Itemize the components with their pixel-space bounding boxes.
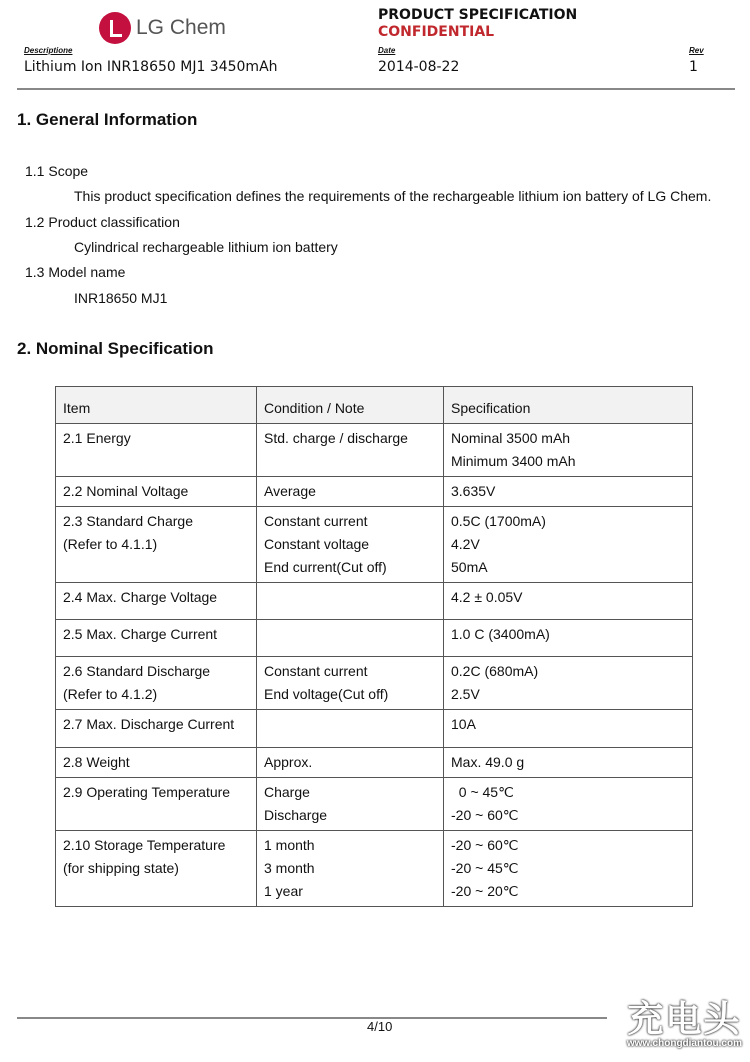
cell-spec <box>444 620 693 657</box>
cell-cond <box>257 778 444 831</box>
cell-line: Charge <box>264 784 310 800</box>
cell-line: 2.1 Energy <box>63 430 131 446</box>
cell-spec <box>444 710 693 748</box>
cell-line: Nominal 3500 mAh <box>451 430 571 446</box>
cell-line: (Refer to 4.1.2) <box>63 686 158 702</box>
watermark <box>627 1000 742 1049</box>
column-header: Specification <box>444 387 693 424</box>
cell-line: 2.3 Standard Charge <box>63 513 193 529</box>
cell-item <box>56 507 257 583</box>
classification-heading: 1.2 Product classification <box>25 214 180 230</box>
cell-line: -20 ~ 20℃ <box>451 883 519 899</box>
cell-cond <box>257 831 444 907</box>
cell-line: 0.5C (1700mA) <box>451 513 546 529</box>
cell-spec <box>444 778 693 831</box>
cell-item <box>56 477 257 507</box>
rev-label: Rev <box>689 46 704 55</box>
cell-line: 4.2 ± 0.05V <box>451 589 523 605</box>
header-divider <box>17 88 735 90</box>
cell-spec <box>444 507 693 583</box>
cell-cond <box>257 710 444 748</box>
cell-line: -20 ~ 60℃ <box>451 837 519 853</box>
column-header: Item <box>56 387 257 424</box>
table-row <box>56 778 693 831</box>
cell-cond <box>257 424 444 477</box>
doc-type: PRODUCT SPECIFICATION <box>378 7 578 23</box>
cell-spec <box>444 477 693 507</box>
table-row <box>56 831 693 907</box>
cell-line: Discharge <box>264 807 328 823</box>
cell-cond <box>257 620 444 657</box>
cell-line: Std. charge / discharge <box>264 430 408 446</box>
spec-table <box>55 386 693 907</box>
cell-item <box>56 831 257 907</box>
cell-line: 2.4 Max. Charge Voltage <box>63 589 218 605</box>
cell-line: -20 ~ 60℃ <box>451 807 519 823</box>
cell-cond <box>257 657 444 710</box>
cell-line: Minimum 3400 mAh <box>451 453 576 469</box>
cell-spec <box>444 583 693 620</box>
cell-line: 2.10 Storage Temperature <box>63 837 226 853</box>
column-header: Condition / Note <box>257 387 444 424</box>
description-label: Descriptione <box>24 46 73 55</box>
cell-item <box>56 583 257 620</box>
cell-spec <box>444 424 693 477</box>
cell-item <box>56 620 257 657</box>
cell-line: (for shipping state) <box>63 860 179 876</box>
cell-line: Approx. <box>264 754 313 770</box>
logo-text: LG Chem <box>136 16 226 39</box>
date-label: Date <box>378 46 396 55</box>
table-row <box>56 748 693 778</box>
table-row <box>56 657 693 710</box>
cell-line: 2.2 Nominal Voltage <box>63 483 189 499</box>
cell-line: Max. 49.0 g <box>451 754 525 770</box>
rev-value: 1 <box>689 59 698 75</box>
cell-spec <box>444 831 693 907</box>
cell-line: 2.9 Operating Temperature <box>63 784 231 800</box>
page-number: 4/10 <box>367 1019 393 1034</box>
footer-divider <box>17 1017 607 1019</box>
cell-line: (Refer to 4.1.1) <box>63 536 158 552</box>
table-row <box>56 583 693 620</box>
classification-text: Cylindrical rechargeable lithium ion battery <box>74 239 338 255</box>
cell-line: 10A <box>451 716 476 732</box>
cell-line: 2.7 Max. Discharge Current <box>63 716 235 732</box>
table-row <box>56 507 693 583</box>
table-row <box>56 477 693 507</box>
cell-item <box>56 748 257 778</box>
cell-line: -20 ~ 45℃ <box>451 860 519 876</box>
cell-line: 1 month <box>264 837 315 853</box>
watermark-logo: 充电头 <box>627 998 742 1039</box>
cell-line: 3.635V <box>451 483 496 499</box>
cell-line: Constant current <box>264 513 368 529</box>
cell-spec <box>444 748 693 778</box>
cell-line: 4.2V <box>451 536 480 552</box>
section-2-title: 2. Nominal Specification <box>17 339 214 358</box>
date-value: 2014-08-22 <box>378 59 460 75</box>
cell-cond <box>257 583 444 620</box>
description-value: Lithium Ion INR18650 MJ1 3450mAh <box>24 59 278 75</box>
watermark-url: www.chongdiantou.com <box>626 1038 742 1049</box>
cell-line: Constant current <box>264 663 368 679</box>
cell-item <box>56 424 257 477</box>
cell-cond <box>257 748 444 778</box>
cell-spec <box>444 657 693 710</box>
cell-line: 0 ~ 45℃ <box>451 784 514 800</box>
lg-chem-logo <box>99 12 226 44</box>
cell-line: 0.2C (680mA) <box>451 663 539 679</box>
model-text: INR18650 MJ1 <box>74 290 168 306</box>
cell-line: 3 month <box>264 860 315 876</box>
cell-line: 2.5 Max. Charge Current <box>63 626 218 642</box>
cell-line: 1.0 C (3400mA) <box>451 626 550 642</box>
model-heading: 1.3 Model name <box>25 264 126 280</box>
cell-line: 2.6 Standard Discharge <box>63 663 211 679</box>
lg-logo-icon <box>99 12 131 44</box>
cell-line: 2.8 Weight <box>63 754 130 770</box>
confidential-label: CONFIDENTIAL <box>378 24 495 40</box>
table-header-row <box>56 387 693 424</box>
cell-line: Constant voltage <box>264 536 370 552</box>
cell-line: 50mA <box>451 559 488 575</box>
cell-line: End voltage(Cut off) <box>264 686 389 702</box>
table-row <box>56 620 693 657</box>
scope-text: This product specification defines the requirements of the rechargeable lithium ion battery of LG Chem. <box>74 188 712 204</box>
scope-heading: 1.1 Scope <box>25 163 89 179</box>
cell-item <box>56 778 257 831</box>
table-row <box>56 710 693 748</box>
cell-cond <box>257 507 444 583</box>
section-1-title: 1. General Information <box>17 110 198 129</box>
cell-line: End current(Cut off) <box>264 559 387 575</box>
cell-item <box>56 710 257 748</box>
cell-line: Average <box>264 483 316 499</box>
cell-cond <box>257 477 444 507</box>
cell-line: 1 year <box>264 883 303 899</box>
cell-line: 2.5V <box>451 686 480 702</box>
cell-item <box>56 657 257 710</box>
table-row <box>56 424 693 477</box>
